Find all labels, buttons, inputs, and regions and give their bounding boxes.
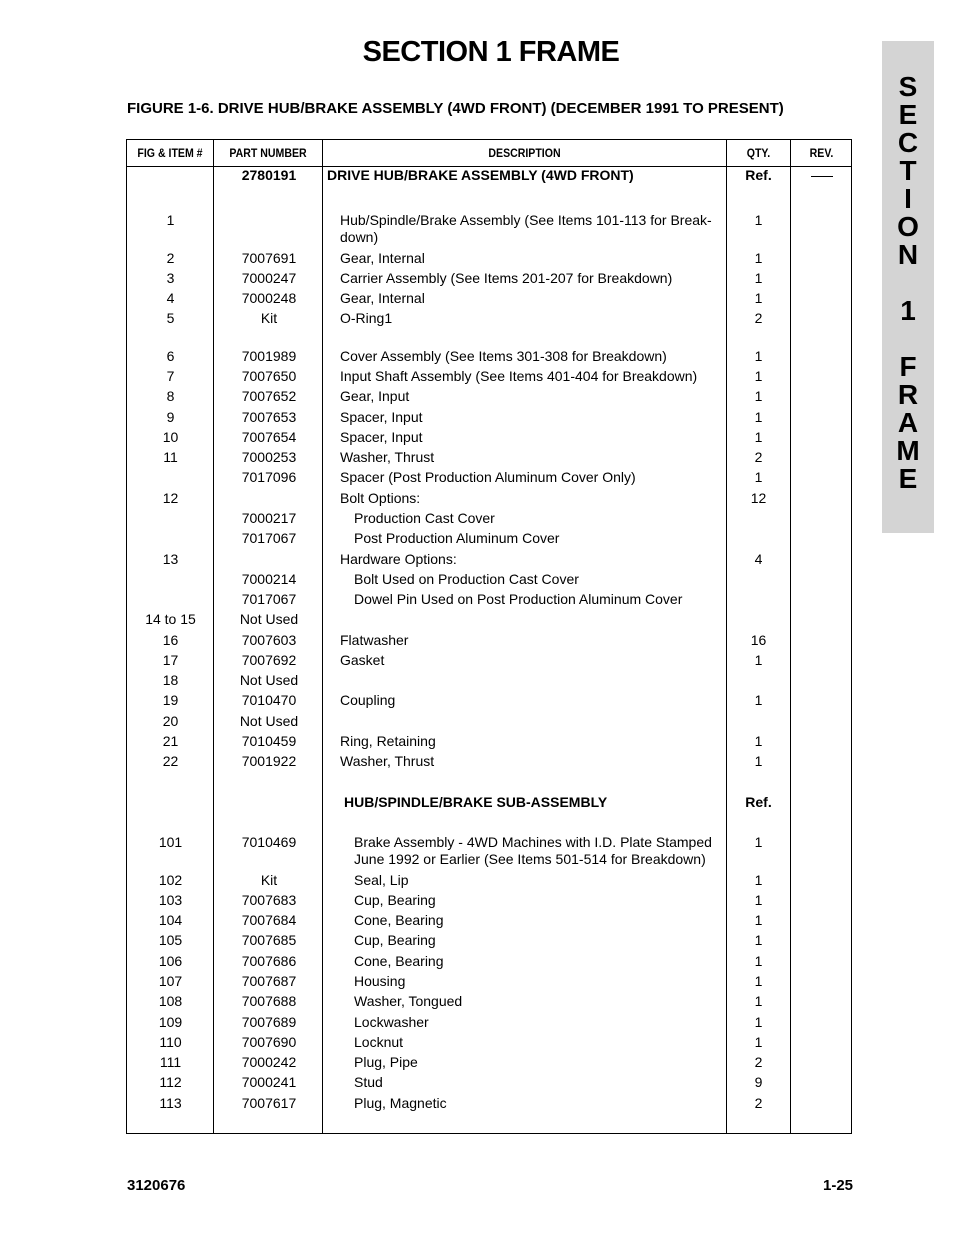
- part-number-cell: 7007687: [241, 973, 297, 989]
- part-number-cell: 7017096: [241, 469, 297, 485]
- description-text-continued: June 1992 or Earlier (See Items 501-514 for Breakdown): [354, 851, 706, 867]
- description-text: Spacer (Post Production Aluminum Cover Only): [340, 469, 636, 485]
- qty-cell: 1: [754, 892, 763, 908]
- qty-cell: 1: [754, 469, 763, 485]
- qty-cell: 1: [754, 348, 763, 364]
- part-number-cell: 7010470: [241, 692, 297, 708]
- fig-item-cell: 18: [162, 672, 179, 688]
- page-number: 1-25: [823, 1177, 854, 1194]
- description-text: Dowel Pin Used on Post Production Aluminum Cover: [354, 591, 683, 607]
- description-cell: [340, 652, 730, 669]
- qty-cell: 1: [754, 1014, 763, 1030]
- fig-item-cell: 110: [159, 1034, 182, 1050]
- side-tab-letters: [882, 73, 934, 493]
- part-number-cell: 7000241: [241, 1074, 297, 1090]
- part-number-cell: Not Used: [239, 611, 299, 627]
- description-text: DRIVE HUB/BRAKE ASSEMBLY (4WD FRONT): [327, 167, 634, 183]
- part-number-cell: Kit: [260, 872, 278, 888]
- description-cell: [340, 270, 730, 287]
- column-header-rev: REV.: [809, 146, 834, 160]
- description-text: Washer, Tongued: [354, 993, 463, 1009]
- section-title: SECTION 1 FRAME: [362, 36, 620, 68]
- fig-item-cell: 103: [158, 892, 183, 908]
- description-cell: [340, 368, 730, 385]
- description-text: Locknut: [354, 1034, 404, 1050]
- fig-item-cell: 4: [166, 290, 175, 306]
- part-number-cell: Kit: [260, 310, 278, 326]
- qty-cell: 16: [750, 632, 767, 648]
- description-text: Carrier Assembly (See Items 201-207 for Breakdown): [340, 270, 673, 286]
- part-number-cell: 7000217: [241, 510, 297, 526]
- qty-cell: Ref.: [745, 794, 772, 810]
- description-text: Cup, Bearing: [354, 892, 436, 908]
- fig-item-cell: 12: [162, 490, 179, 506]
- description-cell: [354, 872, 744, 889]
- part-number-cell: 7001989: [241, 348, 297, 364]
- qty-cell: 1: [754, 973, 763, 989]
- qty-cell: 1: [754, 993, 763, 1009]
- fig-item-cell: 104: [158, 912, 183, 928]
- qty-cell: 1: [754, 429, 763, 445]
- description-cell: [340, 348, 730, 365]
- qty-cell: 1: [754, 250, 763, 266]
- fig-item-cell: 10: [162, 429, 179, 445]
- fig-item-cell: 101: [158, 834, 183, 850]
- part-number-cell: 7007617: [241, 1095, 297, 1111]
- part-number-cell: 7007692: [241, 652, 297, 668]
- description-text: Bolt Used on Production Cast Cover: [354, 571, 579, 587]
- description-cell: [354, 1095, 744, 1112]
- description-cell: [354, 571, 744, 588]
- qty-cell: 1: [754, 368, 763, 384]
- description-cell: [354, 973, 744, 990]
- description-cell: [340, 429, 730, 446]
- fig-item-cell: 1: [166, 212, 175, 228]
- description-text: O-Ring1: [340, 310, 393, 326]
- part-number-cell: 7017067: [241, 591, 297, 607]
- part-number-cell: 7000248: [241, 290, 297, 306]
- qty-cell: 1: [754, 834, 763, 850]
- description-cell: [340, 753, 730, 770]
- description-cell: [354, 892, 744, 909]
- fig-item-cell: 13: [162, 551, 179, 567]
- description-cell: [354, 834, 744, 868]
- description-text: Input Shaft Assembly (See Items 401-404 for Breakdown): [340, 368, 698, 384]
- description-text: Flatwasher: [340, 632, 409, 648]
- side-tab-letter: E: [898, 463, 918, 494]
- fig-item-cell: 107: [158, 973, 183, 989]
- qty-cell: 1: [754, 932, 763, 948]
- description-text: Housing: [354, 973, 406, 989]
- description-cell: [340, 733, 730, 750]
- description-cell: [340, 551, 730, 568]
- part-number-cell: 7007689: [241, 1014, 297, 1030]
- description-cell: [354, 993, 744, 1010]
- fig-item-cell: 3: [166, 270, 175, 286]
- figure-title: FIGURE 1-6. DRIVE HUB/BRAKE ASSEMBLY (4WD FRONT) (DECEMBER 1991 TO PRESENT): [127, 100, 784, 117]
- section-side-tab: [882, 41, 934, 533]
- fig-item-cell: 5: [166, 310, 175, 326]
- side-tab-letter: E: [898, 99, 918, 130]
- qty-cell: 1: [754, 290, 763, 306]
- part-number-cell: 7007650: [241, 368, 297, 384]
- part-number-cell: 7007653: [241, 409, 297, 425]
- description-cell: [354, 953, 744, 970]
- description-cell: [340, 490, 730, 507]
- description-text: Production Cast Cover: [354, 510, 495, 526]
- description-text: Gear, Internal: [340, 290, 425, 306]
- column-header-fig: FIG & ITEM #: [137, 146, 203, 160]
- description-cell: [340, 692, 730, 709]
- side-tab-letter: S: [898, 71, 918, 102]
- part-number-cell: 2780191: [241, 167, 297, 183]
- fig-item-cell: 2: [166, 250, 175, 266]
- fig-item-cell: 14 to 15: [145, 611, 196, 627]
- description-text: Hardware Options:: [340, 551, 457, 567]
- qty-cell: 1: [754, 733, 763, 749]
- side-tab-letter: O: [897, 211, 919, 242]
- description-cell: [354, 932, 744, 949]
- description-cell: [354, 510, 744, 527]
- column-header-part-number: PART NUMBER: [229, 146, 307, 160]
- qty-cell: 4: [754, 551, 763, 567]
- qty-cell: 1: [754, 872, 763, 888]
- part-number-cell: 7007691: [241, 250, 297, 266]
- side-tab-letter: I: [904, 183, 912, 214]
- qty-cell: 12: [750, 490, 767, 506]
- part-number-cell: 7007652: [241, 388, 297, 404]
- description-text: Cone, Bearing: [354, 953, 444, 969]
- qty-cell: 1: [754, 270, 763, 286]
- description-text: Washer, Thrust: [340, 449, 435, 465]
- description-cell: [340, 310, 730, 327]
- part-number-cell: 7007603: [241, 632, 297, 648]
- part-number-cell: 7000214: [241, 571, 297, 587]
- fig-item-cell: 106: [158, 953, 183, 969]
- column-divider: [790, 140, 791, 1133]
- qty-cell: 2: [754, 310, 763, 326]
- description-text: Cone, Bearing: [354, 912, 444, 928]
- description-cell: [340, 449, 730, 466]
- side-tab-letter: M: [896, 435, 920, 466]
- part-number-cell: Not Used: [239, 672, 299, 688]
- description-text: Brake Assembly - 4WD Machines with I.D. Plate Stamped: [354, 834, 712, 850]
- description-text: Hub/Spindle/Brake Assembly (See Items 101-113 for Break-: [340, 212, 712, 228]
- fig-item-cell: 105: [158, 932, 183, 948]
- description-text: Gear, Input: [340, 388, 410, 404]
- part-number-cell: 7007684: [241, 912, 297, 928]
- description-text: Spacer, Input: [340, 429, 423, 445]
- fig-item-cell: 16: [162, 632, 179, 648]
- description-cell: [354, 1014, 744, 1031]
- fig-item-cell: 19: [162, 692, 179, 708]
- side-tab-letter: T: [899, 155, 917, 186]
- fig-item-cell: 17: [162, 652, 179, 668]
- description-text: Lockwasher: [354, 1014, 429, 1030]
- fig-item-cell: 20: [162, 713, 179, 729]
- description-cell: [340, 388, 730, 405]
- description-text: Bolt Options:: [340, 490, 421, 506]
- side-tab-letter: 1: [900, 295, 916, 326]
- description-text: Gasket: [340, 652, 385, 668]
- qty-cell: Ref.: [745, 167, 772, 183]
- qty-cell: 2: [754, 1054, 763, 1070]
- description-cell: [354, 591, 744, 608]
- side-tab-letter: C: [897, 127, 919, 158]
- description-cell: [354, 530, 744, 547]
- fig-item-cell: 7: [166, 368, 175, 384]
- fig-item-cell: 108: [158, 993, 183, 1009]
- description-cell: [340, 212, 730, 246]
- part-number-cell: 7007654: [241, 429, 297, 445]
- part-number-cell: 7007686: [241, 953, 297, 969]
- rev-dash-mark: [811, 176, 833, 177]
- fig-item-cell: 109: [158, 1014, 183, 1030]
- fig-item-cell: 102: [158, 872, 183, 888]
- description-text-continued: down): [340, 229, 379, 245]
- side-tab-letter: [882, 269, 934, 297]
- side-tab-letter: [882, 325, 934, 353]
- part-number-cell: 7007683: [241, 892, 297, 908]
- description-cell: [340, 632, 730, 649]
- fig-item-cell: 111: [159, 1054, 182, 1070]
- description-text: Seal, Lip: [354, 872, 409, 888]
- qty-cell: 2: [754, 1095, 763, 1111]
- part-number-cell: 7000242: [241, 1054, 297, 1070]
- description-cell: [354, 1074, 744, 1091]
- fig-item-cell: 9: [166, 409, 175, 425]
- description-cell: [340, 250, 730, 267]
- part-number-cell: 7007690: [241, 1034, 297, 1050]
- description-cell: [344, 794, 734, 811]
- side-tab-letter: N: [897, 239, 919, 270]
- qty-cell: 1: [754, 692, 763, 708]
- description-cell: [354, 1034, 744, 1051]
- fig-item-cell: 113: [159, 1095, 182, 1111]
- qty-cell: 1: [754, 212, 763, 228]
- part-number-cell: 7007685: [241, 932, 297, 948]
- qty-cell: 1: [754, 912, 763, 928]
- part-number-cell: 7000247: [241, 270, 297, 286]
- part-number-cell: 7007688: [241, 993, 297, 1009]
- part-number-cell: 7001922: [241, 753, 297, 769]
- fig-item-cell: 8: [166, 388, 175, 404]
- qty-cell: 1: [754, 409, 763, 425]
- fig-item-cell: 6: [166, 348, 175, 364]
- qty-cell: 1: [754, 388, 763, 404]
- description-text: HUB/SPINDLE/BRAKE SUB-ASSEMBLY: [344, 794, 608, 810]
- description-text: Cup, Bearing: [354, 932, 436, 948]
- fig-item-cell: 112: [159, 1074, 182, 1090]
- column-header-description: DESCRIPTION: [488, 146, 561, 160]
- description-cell: [340, 290, 730, 307]
- fig-item-cell: 21: [162, 733, 179, 749]
- description-text: Stud: [354, 1074, 383, 1090]
- rev-cell: [791, 167, 853, 184]
- description-cell: [327, 167, 717, 184]
- qty-cell: 2: [754, 449, 763, 465]
- fig-item-cell: 22: [162, 753, 179, 769]
- description-text: Plug, Pipe: [354, 1054, 418, 1070]
- part-number-cell: Not Used: [239, 713, 299, 729]
- column-header-qty: QTY.: [746, 146, 771, 160]
- qty-cell: 1: [754, 753, 763, 769]
- qty-cell: 1: [754, 652, 763, 668]
- description-text: Spacer, Input: [340, 409, 423, 425]
- qty-cell: 1: [754, 953, 763, 969]
- description-cell: [354, 912, 744, 929]
- parts-table: [126, 139, 852, 1134]
- qty-cell: 9: [754, 1074, 763, 1090]
- document-number: 3120676: [127, 1177, 186, 1194]
- part-number-cell: 7000253: [241, 449, 297, 465]
- description-text: Plug, Magnetic: [354, 1095, 447, 1111]
- description-cell: [340, 469, 730, 486]
- side-tab-letter: A: [897, 407, 919, 438]
- description-text: Cover Assembly (See Items 301-308 for Breakdown): [340, 348, 667, 364]
- qty-cell: 1: [754, 1034, 763, 1050]
- description-text: Gear, Internal: [340, 250, 425, 266]
- fig-item-cell: 11: [163, 449, 178, 465]
- side-tab-letter: R: [897, 379, 919, 410]
- description-text: Washer, Thrust: [340, 753, 435, 769]
- description-text: Coupling: [340, 692, 396, 708]
- description-text: Post Production Aluminum Cover: [354, 530, 560, 546]
- part-number-cell: 7010469: [241, 834, 297, 850]
- description-cell: [354, 1054, 744, 1071]
- part-number-cell: 7010459: [241, 733, 297, 749]
- description-cell: [340, 409, 730, 426]
- description-text: Ring, Retaining: [340, 733, 436, 749]
- part-number-cell: 7017067: [241, 530, 297, 546]
- side-tab-letter: F: [899, 351, 917, 382]
